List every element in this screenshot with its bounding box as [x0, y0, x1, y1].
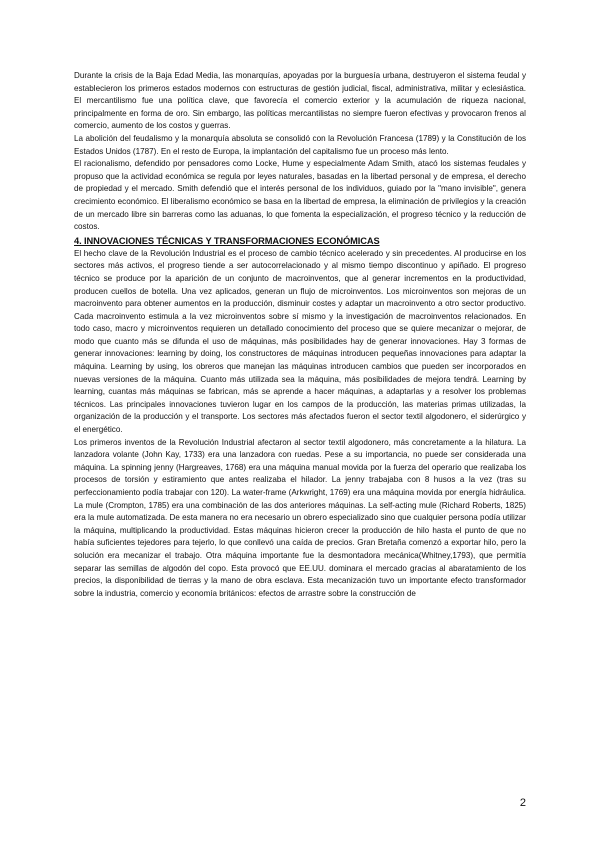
- page-content: [74, 70, 526, 600]
- paragraph-sector-textil: Los primeros inventos de la Revolución Industrial afectaron al sector textil algodonero, más concretamente a la hilatura. La lanzadora volante (John Kay, 1733) era una lanzadora con ruedas. Pese a su importancia, no puede ser considerada una máquina. La spinning jenny (Hargreaves, 1768) era una máquina manual movida por la fuerza del operario que realizaba los procesos de torsión y estiramiento que antes realizaba el hilador. La jenny trabajaba con 8 husos a la vez (tras su perfeccionamiento podía trabajar con 120). La water-frame (Arkwright, 1769) era una máquina movida por energía hidráulica. La mule (Crompton, 1785) era una combinación de las dos anteriores máquinas. La self-acting mule (Richard Roberts, 1825) era la mule automatizada. De esta manera no era necesario un obrero especializado sino que cualquier persona podía utilizar la máquina, multiplicando la productividad. Estas máquinas hicieron crecer la producción de hilo hasta el punto de que no había suficientes tejedores para tejerlo, lo que conllevó una caída de precios. Gran Bretaña comenzó a exportar hilo, pero la solución era mecanizar el trabajo. Otra máquina importante fue la desmontadora mecánica(Whitney,1793), que permitía separar las semillas de algodón del copo. Esta provocó que EE.UU. dominara el mercado gracias al abaratamiento de los precios, la disponibilidad de tierras y la mano de obra esclava. Esta mecanización tuvo un importante efecto transformador sobre la industria, comercio y economía británicos: efectos de arrastre sobre la construcción de: [74, 437, 526, 598]
- section-heading: 4. INNOVACIONES TÉCNICAS Y TRANSFORMACIONES ECONÓMICAS: [74, 235, 380, 246]
- paragraph-revolucion-industrial: El hecho clave de la Revolución Industrial es el proceso de cambio técnico acelerado y sin precedentes. Al producirse en los sectores más activos, el progreso tiende a ser autocorrelacionado y al mismo tiempo discontinuo y apiñado. El progreso técnico se produce por la aparición de un conjunto de macroinventos, que al generar incrementos en la productividad, producen cuellos de botella. Una vez aplicados, generan un flujo de microinventos. Los microinventos son mejoras de un macroinvento para obtener aumentos en la producción, disminuir costes y adaptar un macroinvento a otro sector productivo. Cada macroinvento estimula a la vez microinventos sobre sí mismo y la investigación de macroinventos relacionados. En todo caso, macro y microinventos requieren un detallado conocimiento del proceso que se quiere mecanizar o mejorar, de modo que cuanto más se difunda el uso de máquinas, más posibilidades hay de generar innovaciones. Hay 3 formas de generar innovaciones: learning by doing, los constructores de máquinas introducen pequeñas innovaciones para adaptar la máquina. Learning by using, los obreros que manejan las máquinas introducen cambios que pueden ser incorporados en nuevas versiones de la máquina. Cuanto más utilizada sea la máquina, más posibilidades de mejora tendrá. Learning by learning, cuantas más máquinas se fabrican, más se aprende a hacer máquinas, a adaptarlas y a resolver los problemas técnicos. Las principales innovaciones tuvieron lugar en los campos de la producción, las materias primas utilizadas, la organización de la producción y el transporte. Los sectores más afectados fueron el sector textil algodonero, el siderúrgico y el energético.: [74, 248, 526, 435]
- paragraph-baja-edad-media: Durante la crisis de la Baja Edad Media, las monarquías, apoyadas por la burguesía urbana, destruyeron el sistema feudal y establecieron los primeros estados modernos con estructuras de gestión judicial, fiscal, administrativa, militar y eclesiástica. El mercantilismo fue una política clave, que favorecía el comercio exterior y la acumulación de riqueza nacional, principalmente en forma de oro. Sin embargo, las políticas mercantilistas no siempre fueron efectivas y provocaron frenos al comercio, aumento de los costos y guerras.: [74, 71, 526, 131]
- paragraph-abolicion-feudalismo: La abolición del feudalismo y la monarquía absoluta se consolidó con la Revolución Francesa (1789) y la Constitución de los Estados Unidos (1787). En el resto de Europa, la implantación del capitalismo fue un proceso más lento.: [74, 133, 526, 156]
- page-number: 2: [519, 797, 526, 809]
- paragraph-racionalismo: El racionalismo, defendido por pensadores como Locke, Hume y especialmente Adam Smith, atacó los sistemas feudales y propuso que la actividad económica se regula por leyes naturales, basadas en la libertad personal y de empresa, el derecho de propiedad y el mercado. Smith defendió que el interés personal de los individuos, guiado por la "mano invisible", genera crecimiento económico. El liberalismo económico se basa en la libertad de empresa, la eliminación de privilegios y la creación de un mercado libre sin barreras como las aduanas, lo que fomenta la especialización, el progreso técnico y la reducción de costos.: [74, 159, 526, 232]
